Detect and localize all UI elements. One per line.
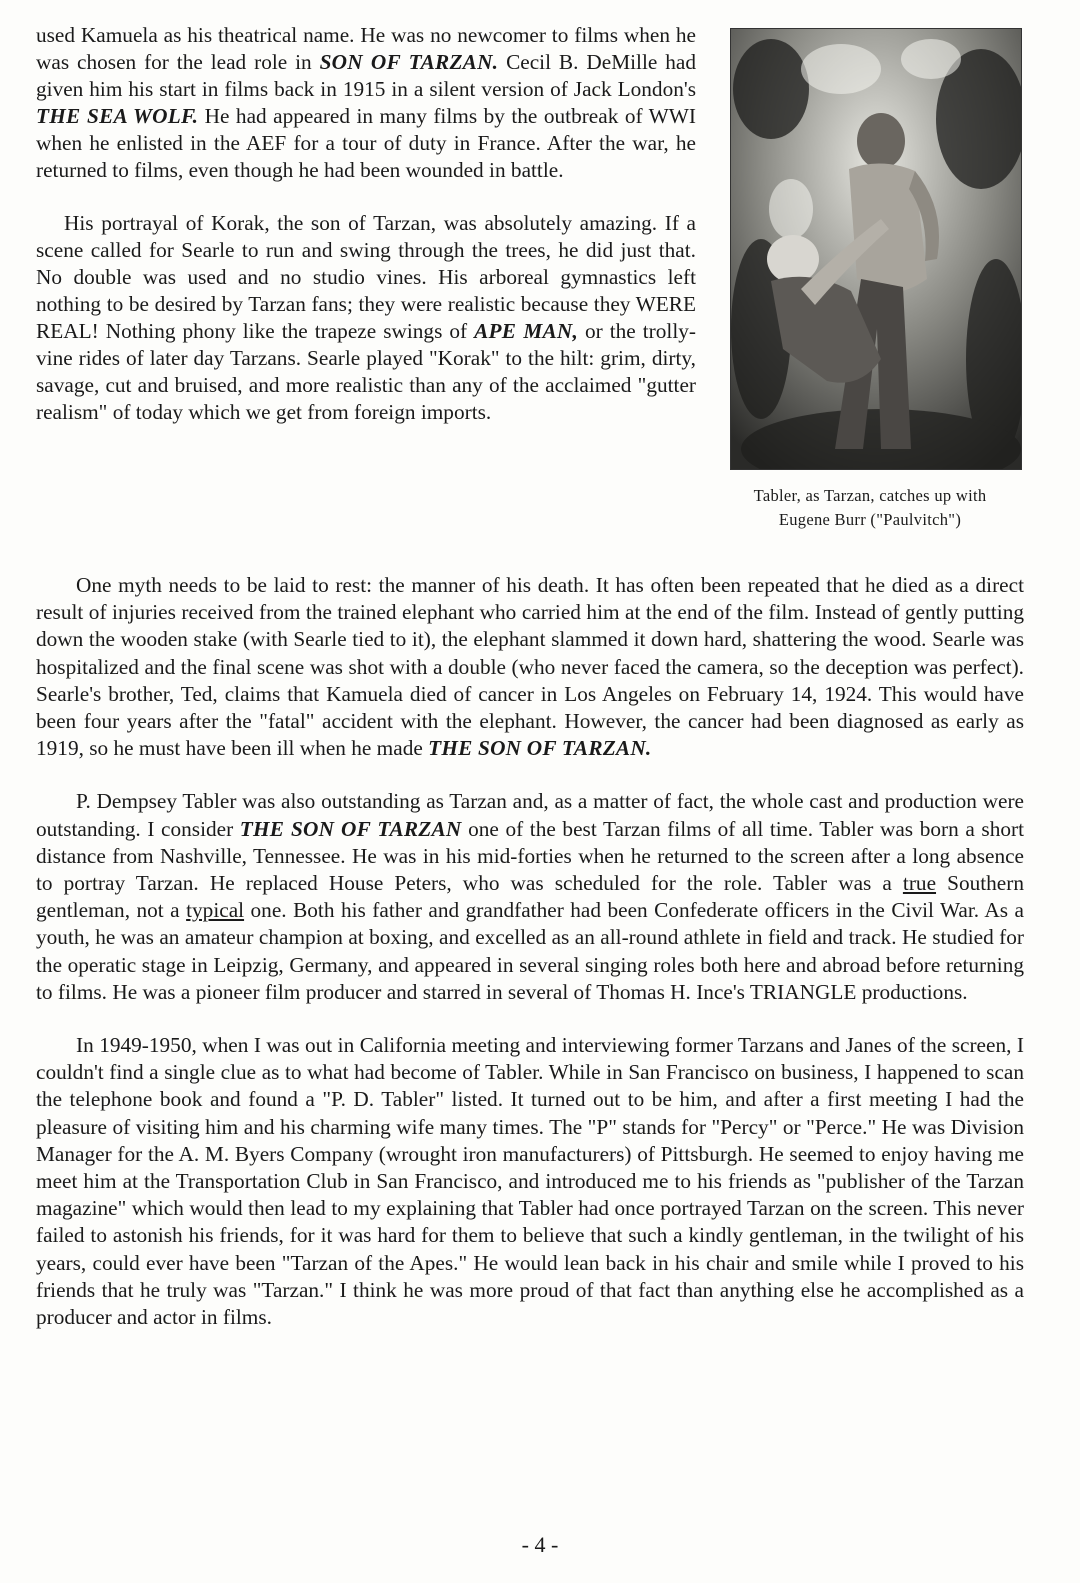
text-run: Cecil B. DeMille had given him his start in films back in 1915 in a silent version of Jack London's — [36, 50, 696, 101]
film-title: APE MAN, — [474, 319, 578, 343]
paragraph-tabler — [36, 788, 1024, 1006]
photo-illustration — [731, 29, 1021, 469]
top-section — [36, 22, 1024, 542]
main-body — [36, 572, 1024, 1331]
text-run: In 1949-1950, when I was out in California meeting and interviewing former Tarzans and Janes of the screen, I couldn't find a single clue as to what had become of Tabler. While in San Francisco on business, I happened to scan the telephone book and found a "P. D. Tabler" listed. It turned out to be him, and after a first meeting I had the pleasure of visiting him and his charming wife many times. The "P" stands for "Percy" or "Perce." He was Division Manager for the A. M. Byers Company (wrought iron manufacturers) of Pittsburgh. He seemed to enjoy having me meet him at the Transportation Club in San Francisco, and introduced me to his friends as "publisher of the Tarzan magazine" which would then lead to my explaining that Tabler had once portrayed Tarzan on the screen. This never failed to astonish his friends, for it was hard for them to believe that such a kindly gentleman, in the twilight of his years, could ever have been "Tarzan of the Apes." He would lean back in his chair and smile while I proved to his friends that he truly was "Tarzan." I think he was more proud of that fact than anything else he accomplished as a producer and actor in films. — [36, 1033, 1024, 1330]
photo-caption — [716, 484, 1024, 532]
text-run: Southern gentleman, not a — [36, 871, 1024, 923]
caption-line: Tabler, as Tarzan, catches up with — [753, 486, 987, 505]
photo-figure — [716, 28, 1024, 532]
text-run: P. Dempsey Tabler was also outstanding as Tarzan and, as a matter of fact, the whole cast and production were outstanding. I consider — [36, 789, 1024, 841]
paragraph-california — [36, 1032, 1024, 1331]
text-run: His portrayal of Korak, the son of Tarzan, was absolutely amazing. If a scene called for Searle to run and swing through the trees, he did just that. No double was used and no studio vines. His arboreal gymnastics left nothing to be desired by Tarzan fans; they were realistic because they WERE REAL! Nothing phony like the trapeze swings of — [36, 211, 696, 343]
film-still-photo — [730, 28, 1022, 470]
underlined-word: true — [902, 871, 937, 896]
film-title: THE SON OF TARZAN. — [428, 736, 652, 761]
text-run: One myth needs to be laid to rest: the manner of his death. It has often been repeated that he died as a direct result of injuries received from the trained elephant who carried him at the end of the film. Instead of gently putting down the wooden stake (with Searle tied to it), the elephant slammed it down hard, shattering the wood. Searle was hospitalized and the final scene was shot with a double (who never faced the camera, so the deception was perfect). Searle's brother, Ted, claims that Kamuela died of cancer in Los Angeles on February 14, 1924. This would have been four years after the "fatal" accident with the elephant. However, the cancer had been diagnosed as early as 1919, so he must have been ill when he made — [36, 573, 1024, 761]
paragraph-intro — [36, 22, 696, 184]
paragraph-myth — [36, 572, 1024, 762]
film-title: SON OF TARZAN. — [319, 50, 499, 74]
left-column — [36, 22, 696, 426]
caption-line: Eugene Burr ("Paulvitch") — [778, 510, 962, 529]
document-page — [36, 22, 1024, 1331]
text-run: one of the best Tarzan films of all time. Tabler was born a short distance from Nashville, Tennessee. He was in his mid-forties when he returned to the screen after a long absence to portray Tarzan. He replaced House Peters, who was scheduled for the role. Tabler was a — [36, 816, 1025, 896]
text-run: one. Both his father and grandfather had been Confederate officers in the Civil War. As a youth, he was an amateur champion at boxing, and excelled as an all-round athlete in field and track. He studied for the operatic stage in Leipzig, Germany, and appeared in several singing roles both here and abroad before returning to films. He was a pioneer film producer and starred in several of Thomas H. Ince's TRIANGLE productions. — [36, 898, 1024, 1004]
page-number: - 4 - — [521, 1532, 559, 1557]
film-title: THE SON OF TARZAN — [239, 816, 462, 841]
paragraph-korak — [36, 210, 696, 426]
text-run: or the trolly-vine rides of later day Tarzans. Searle played "Korak" to the hilt: grim, dirty, savage, cut and bruised, and more realistic than any of the acclaimed "gutter realism" of today which we get from foreign imports. — [36, 319, 696, 424]
film-title: THE SEA WOLF. — [36, 104, 199, 128]
underlined-word: typical — [186, 898, 245, 923]
text-run: used Kamuela as his theatrical name. He was no newcomer to films when he was chosen for the lead role in — [36, 23, 696, 74]
text-run: He had appeared in many films by the outbreak of WWI when he enlisted in the AEF for a tour of duty in France. After the war, he returned to films, even though he had been wounded in battle. — [36, 104, 696, 182]
